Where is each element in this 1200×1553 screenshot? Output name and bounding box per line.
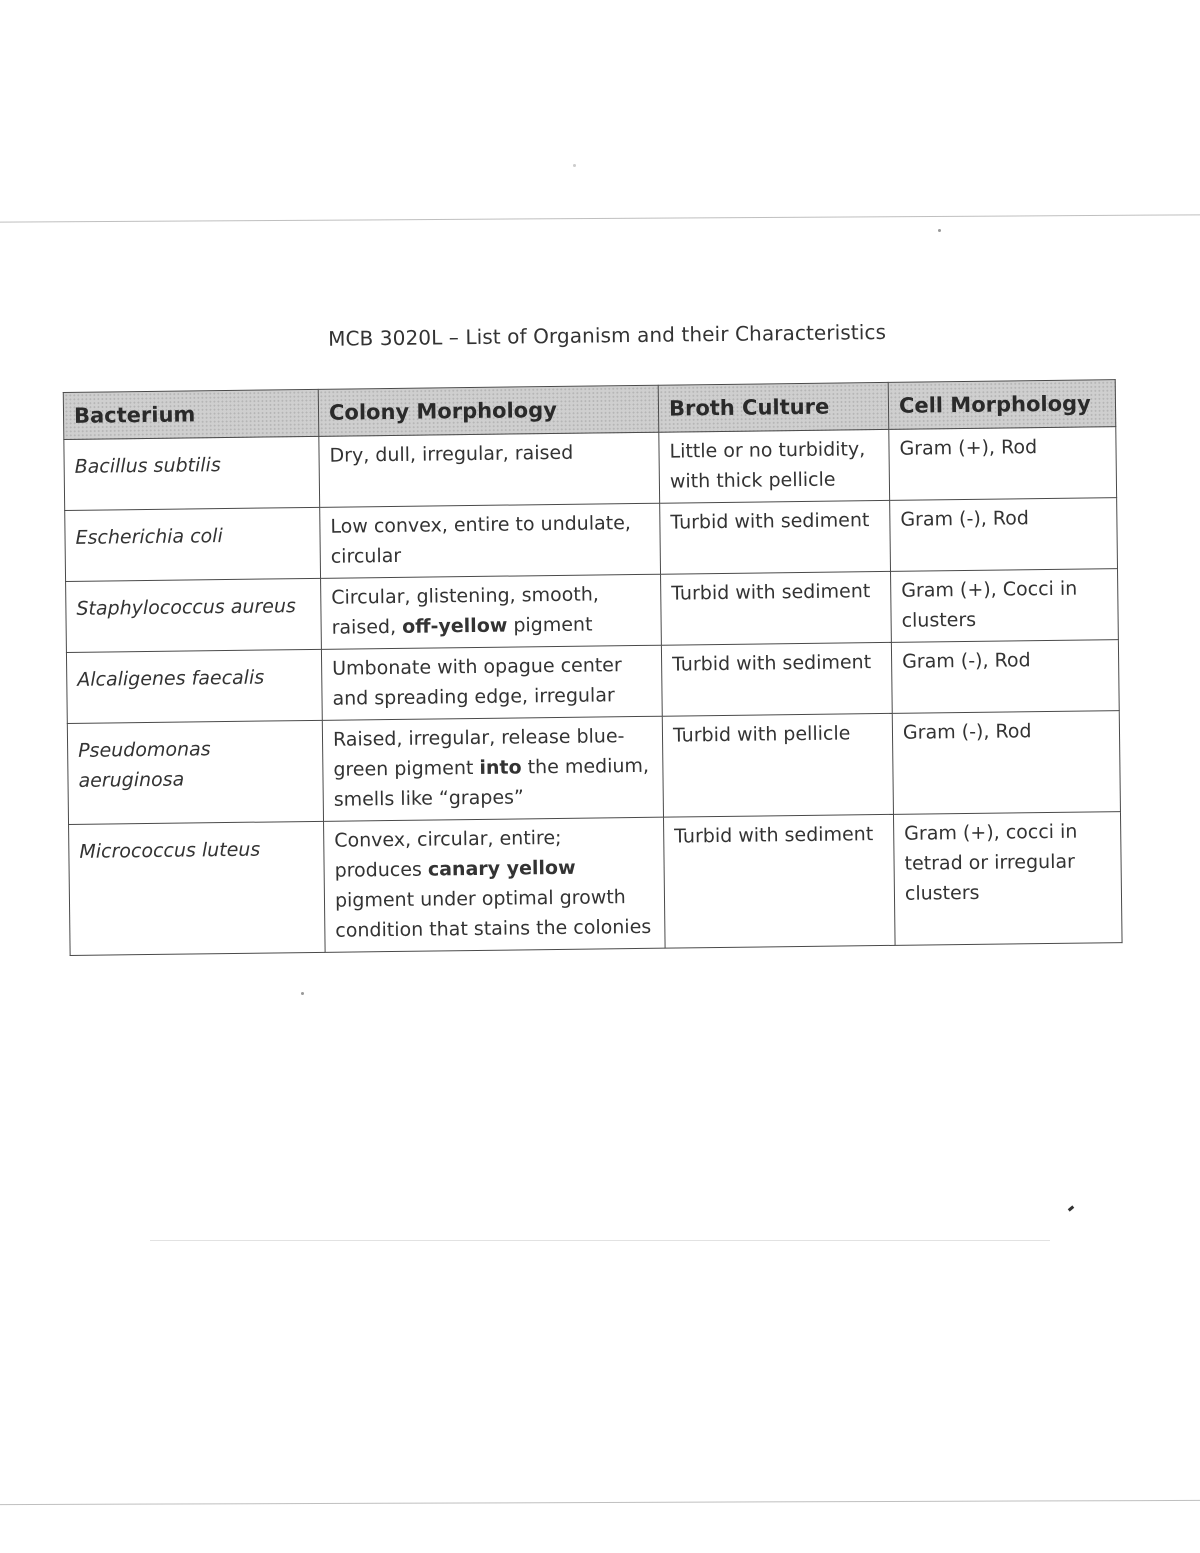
colony-text: Raised, irregular, release blue-green pigment (332, 725, 625, 781)
colony-text: Umbonate with opague center and spreading edge, irregular (332, 654, 622, 710)
table-row (65, 498, 1118, 582)
colony-cell (321, 574, 662, 649)
bacterium-cell: Bacillus subtilis (64, 436, 320, 510)
table-row (64, 427, 1117, 511)
broth-cell: Turbid with sediment (661, 571, 892, 645)
broth-cell: Little or no turbidity, with thick pellicle (659, 429, 890, 503)
cell-morphology-cell: Gram (+), cocci in tetrad or irregular clusters (893, 812, 1122, 946)
bacterium-cell: Pseudomonas aeruginosa (67, 720, 323, 824)
scan-speck (301, 992, 304, 995)
table-row (66, 569, 1119, 653)
cell-morphology-cell: Gram (-), Rod (891, 640, 1119, 714)
colony-cell (319, 432, 660, 507)
colony-text: pigment (507, 613, 593, 637)
pencil-mark (1068, 1205, 1075, 1211)
colony-text: Convex, circular, entire; produces (334, 826, 562, 882)
colony-text: Dry, dull, irregular, raised (329, 441, 574, 467)
broth-cell: Turbid with sediment (661, 642, 892, 716)
header-cell-morphology: Cell Morphology (888, 380, 1116, 430)
bacterium-cell: Alcaligenes faecalis (66, 649, 322, 723)
colony-cell (321, 645, 662, 720)
colony-text-bold: off-yellow (401, 614, 508, 638)
colony-cell (320, 503, 661, 578)
bacterium-cell: Escherichia coli (65, 507, 321, 581)
header-bacterium: Bacterium (63, 389, 319, 439)
scan-artifact-line-lower (150, 1240, 1050, 1241)
colony-text: Circular, glistening, smooth, raised, (331, 583, 599, 639)
cell-morphology-cell: Gram (+), Rod (889, 427, 1117, 501)
bacterium-cell: Micrococcus luteus (69, 821, 326, 955)
header-colony-morphology: Colony Morphology (318, 385, 659, 436)
scan-artifact-line-top (0, 214, 1200, 222)
scan-speck (938, 229, 941, 232)
bacterium-cell: Staphylococcus aureus (66, 578, 322, 652)
table-row (66, 640, 1119, 724)
header-broth-culture: Broth Culture (658, 382, 889, 432)
broth-cell: Turbid with sediment (663, 814, 895, 948)
cell-morphology-cell: Gram (-), Rod (890, 498, 1118, 572)
broth-cell: Turbid with pellicle (662, 713, 893, 817)
colony-cell (322, 716, 663, 821)
document-title: MCB 3020L – List of Organism and their Characteristics (327, 319, 887, 351)
organism-table (63, 379, 1123, 956)
cell-morphology-cell: Gram (+), Cocci in clusters (891, 569, 1119, 643)
colony-cell (324, 817, 666, 952)
colony-text: the medium, smells like “grapes” (333, 754, 650, 811)
scan-speck (573, 164, 576, 167)
table-row (67, 711, 1120, 825)
broth-cell: Turbid with sediment (660, 500, 891, 574)
document-page (62, 317, 1130, 956)
colony-text-bold: into (479, 756, 522, 779)
cell-morphology-cell: Gram (-), Rod (892, 711, 1120, 815)
table-row (69, 812, 1123, 956)
scan-artifact-line-bottom (0, 1500, 1200, 1505)
colony-text: pigment under optimal growth condition that stains the colonies (334, 886, 652, 942)
colony-text: Low convex, entire to undulate, circular (330, 512, 632, 568)
colony-text-bold: canary yellow (427, 856, 576, 881)
